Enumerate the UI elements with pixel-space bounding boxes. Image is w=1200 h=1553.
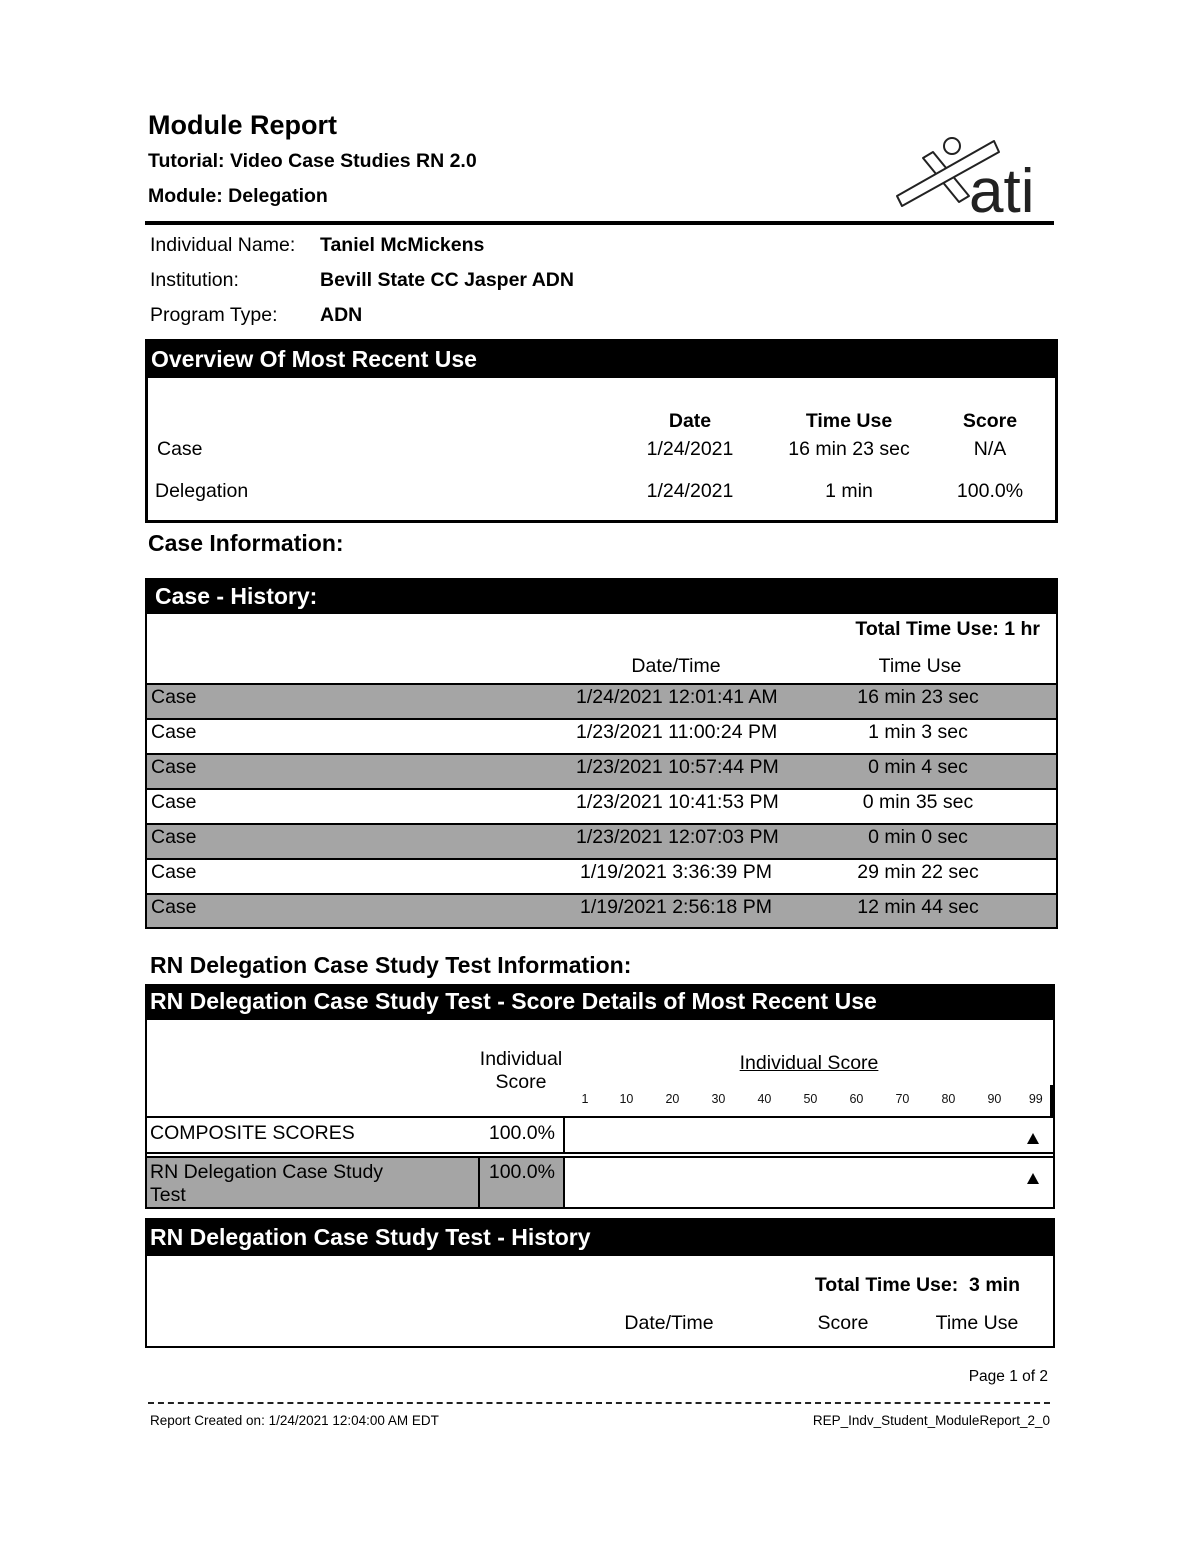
row-time: 1 min 3 sec	[868, 721, 968, 743]
logo-head	[944, 138, 960, 154]
page-title: Module Report	[148, 110, 337, 140]
case-history-title: Case - History:	[155, 583, 318, 609]
scale-tick: 80	[941, 1092, 956, 1106]
institution-value: Bevill State CC Jasper ADN	[320, 269, 574, 291]
row-name: Case	[151, 861, 197, 883]
institution-label: Institution:	[150, 269, 239, 291]
header-rule	[145, 221, 1054, 225]
test-history-border	[145, 1218, 1055, 1348]
case-col-time: Time Use	[878, 655, 962, 677]
row-datetime: 1/23/2021 12:07:03 PM	[576, 826, 779, 848]
row-time: 16 min 23 sec	[857, 686, 979, 708]
test-info-heading: RN Delegation Case Study Test Information:	[150, 952, 632, 978]
scale-tick: 20	[665, 1092, 680, 1106]
row-time: 0 min 0 sec	[868, 826, 968, 848]
overview-row-name: Delegation	[155, 480, 249, 502]
overview-row-time: 16 min 23 sec	[788, 438, 910, 460]
name-label: Individual Name:	[150, 234, 296, 256]
rn-test-score: 100.0%	[488, 1161, 555, 1183]
overview-col-score: Score	[962, 410, 1018, 432]
score-details-title: RN Delegation Case Study Test - Score Details of Most Recent Use	[150, 988, 877, 1014]
row-time: 0 min 4 sec	[868, 756, 968, 778]
case-col-datetime: Date/Time	[631, 655, 721, 677]
row-time: 12 min 44 sec	[857, 896, 979, 918]
row-name: Case	[151, 756, 197, 778]
page-number: Page 1 of 2	[968, 1368, 1048, 1385]
composite-label: COMPOSITE SCORES	[150, 1122, 355, 1144]
row-datetime: 1/23/2021 10:57:44 PM	[576, 756, 779, 778]
module-line: Module: Delegation	[148, 185, 328, 207]
logo-text: ati	[969, 157, 1035, 218]
row-name: Case	[151, 896, 197, 918]
scale-tick: 1	[581, 1092, 589, 1106]
scale-tick: 99	[1028, 1092, 1043, 1106]
row-name: Case	[151, 686, 197, 708]
row-name: Case	[151, 826, 197, 848]
row-datetime: 1/19/2021 3:36:39 PM	[580, 861, 772, 883]
rn-test-label: RN Delegation Case Study Test	[150, 1160, 384, 1206]
report-id: REP_Indv_Student_ModuleReport_2_0	[812, 1413, 1050, 1428]
case-info-heading: Case Information:	[148, 530, 344, 556]
score-details-border	[145, 984, 1055, 1209]
overview-row-score: N/A	[973, 438, 1007, 460]
overview-row-time: 1 min	[825, 480, 873, 502]
scale-tick: 50	[803, 1092, 818, 1106]
name-value: Taniel McMickens	[320, 234, 485, 256]
test-history-section	[145, 1218, 1055, 1348]
individual-score-col-line1: Individual	[479, 1048, 563, 1070]
overview-row-date: 1/24/2021	[646, 480, 734, 502]
test-history-title: RN Delegation Case Study Test - History	[150, 1224, 591, 1250]
row-name: Case	[151, 791, 197, 813]
case-total-time: Total Time Use: 1 hr	[855, 618, 1040, 640]
row-time: 0 min 35 sec	[862, 791, 974, 813]
scale-tick: 70	[895, 1092, 910, 1106]
footer-dashed-rule	[148, 1402, 1050, 1404]
program-label: Program Type:	[150, 304, 278, 326]
overview-row-score: 100.0%	[956, 480, 1024, 502]
overview-border	[145, 339, 1058, 523]
test-history-total: Total Time Use: 3 min	[814, 1274, 1020, 1296]
program-value: ADN	[320, 304, 363, 326]
row-datetime: 1/23/2021 10:41:53 PM	[576, 791, 779, 813]
scale-tick: 10	[619, 1092, 634, 1106]
composite-score: 100.0%	[488, 1122, 555, 1144]
scale-tick: 60	[849, 1092, 864, 1106]
row-time: 29 min 22 sec	[857, 861, 979, 883]
scale-tick: 30	[711, 1092, 726, 1106]
test-history-col-time: Time Use	[935, 1312, 1019, 1334]
overview-row-date: 1/24/2021	[646, 438, 734, 460]
scale-tick: 40	[757, 1092, 772, 1106]
overview-section	[145, 339, 1058, 523]
overview-col-date: Date	[668, 410, 712, 432]
scale-tick: 90	[987, 1092, 1002, 1106]
test-history-col-datetime: Date/Time	[624, 1312, 714, 1334]
case-history-border	[145, 578, 1058, 929]
row-datetime: 1/24/2021 12:01:41 AM	[576, 686, 778, 708]
ati-logo	[893, 130, 1043, 218]
scale-title: Individual Score	[739, 1052, 879, 1074]
score-details-section	[145, 984, 1055, 1209]
overview-row-name: Case	[157, 438, 203, 460]
tutorial-line: Tutorial: Video Case Studies RN 2.0	[148, 150, 477, 172]
individual-score-col-line2: Score	[495, 1071, 547, 1093]
row-datetime: 1/23/2021 11:00:24 PM	[576, 721, 778, 743]
case-history-section	[145, 578, 1058, 929]
report-created: Report Created on: 1/24/2021 12:04:00 AM EDT	[150, 1413, 439, 1428]
row-name: Case	[151, 721, 197, 743]
overview-col-time: Time Use	[805, 410, 893, 432]
test-history-col-score: Score	[817, 1312, 869, 1334]
overview-title: Overview Of Most Recent Use	[151, 346, 477, 372]
row-datetime: 1/19/2021 2:56:18 PM	[580, 896, 772, 918]
